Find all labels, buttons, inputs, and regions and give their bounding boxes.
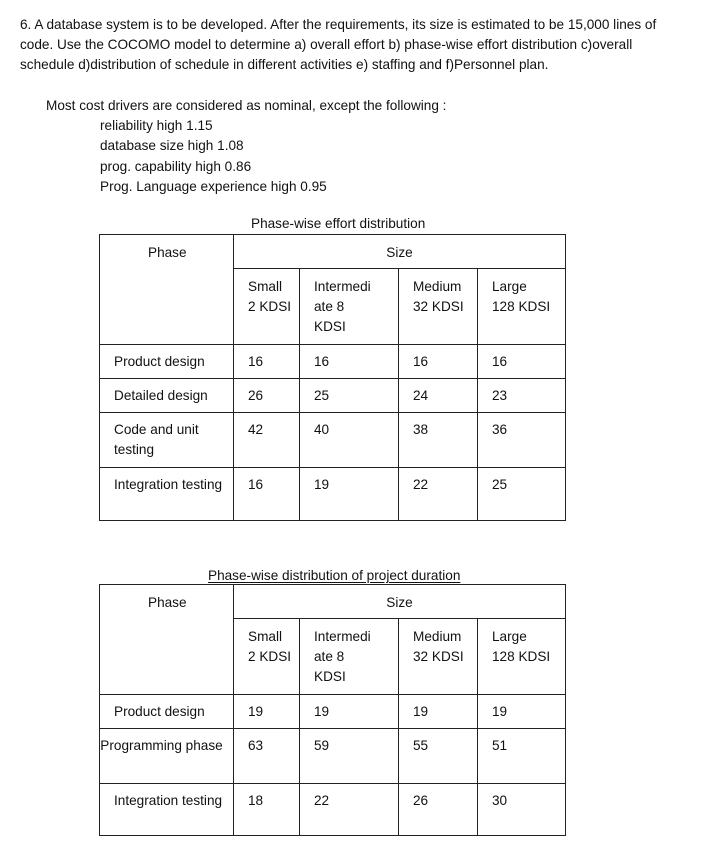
question-text: 6. A database system is to be developed. After the requirements, its size is estimated to be 15,000 lines of code. Use the COCOMO model to determine a) overall effort b) phase-wise effort distribution c)overall schedule d)distribution of schedule in different activities e) staffing and f)Personnel plan. [20, 17, 657, 72]
cost-driver-item: database size high 1.08 [100, 138, 244, 154]
effort-table-caption: Phase-wise effort distribution [251, 216, 426, 231]
value-cell: 51 [478, 729, 566, 784]
cost-driver-item: reliability high 1.15 [100, 118, 213, 133]
phase-cell: Integration testing [100, 468, 234, 521]
size-column-intermediate: Intermedi ate 8 KDSI [300, 619, 399, 695]
value-cell: 24 [399, 379, 478, 413]
value-cell: 16 [399, 345, 478, 379]
value-cell: 22 [399, 468, 478, 521]
value-cell: 25 [478, 468, 566, 521]
value-cell: 23 [478, 379, 566, 413]
table-row [100, 695, 566, 729]
value-cell: 19 [300, 695, 399, 729]
cost-driver-list [100, 116, 327, 198]
effort-distribution-table [99, 234, 566, 521]
phase-cell: Integration testing [100, 784, 234, 836]
table-header-row [100, 235, 566, 269]
phase-cell: Product design [100, 695, 234, 729]
size-column-large: Large 128 KDSI [478, 619, 566, 695]
value-cell: 30 [478, 784, 566, 836]
value-cell: 40 [300, 413, 399, 468]
size-column-intermediate: Intermedi ate 8 KDSI [300, 269, 399, 345]
value-cell: 38 [399, 413, 478, 468]
value-cell: 42 [234, 413, 300, 468]
duration-table-caption: Phase-wise distribution of project duration [208, 568, 461, 583]
value-cell: 55 [399, 729, 478, 784]
phase-cell: Programming phase [100, 729, 234, 784]
cost-driver-item: Prog. Language experience high 0.95 [100, 179, 327, 195]
value-cell: 19 [478, 695, 566, 729]
value-cell: 25 [300, 379, 399, 413]
phase-header: Phase [100, 235, 234, 345]
cost-driver-item: prog. capability high 0.86 [100, 158, 252, 174]
cost-driver-intro: Most cost drivers are considered as nominal, except the following : [46, 98, 447, 113]
value-cell: 36 [478, 413, 566, 468]
value-cell: 59 [300, 729, 399, 784]
table-row [100, 729, 566, 784]
duration-distribution-table [99, 584, 566, 836]
value-cell: 26 [399, 784, 478, 836]
phase-header: Phase [100, 585, 234, 695]
phase-cell: Detailed design [100, 379, 234, 413]
table-row [100, 468, 566, 521]
table-row [100, 345, 566, 379]
value-cell: 16 [300, 345, 399, 379]
size-header: Size [234, 585, 566, 619]
value-cell: 19 [234, 695, 300, 729]
size-column-medium: Medium 32 KDSI [399, 619, 478, 695]
size-header: Size [234, 235, 566, 269]
value-cell: 22 [300, 784, 399, 836]
size-column-medium: Medium 32 KDSI [399, 269, 478, 345]
value-cell: 16 [234, 468, 300, 521]
phase-cell: Code and unit testing [100, 413, 234, 468]
table-row [100, 379, 566, 413]
table-header-row [100, 585, 566, 619]
size-column-small: Small 2 KDSI [234, 269, 300, 345]
size-column-large: Large 128 KDSI [478, 269, 566, 345]
table-row [100, 784, 566, 836]
value-cell: 26 [234, 379, 300, 413]
value-cell: 18 [234, 784, 300, 836]
phase-cell: Product design [100, 345, 234, 379]
value-cell: 63 [234, 729, 300, 784]
size-column-small: Small 2 KDSI [234, 619, 300, 695]
table-row [100, 413, 566, 468]
value-cell: 16 [478, 345, 566, 379]
value-cell: 19 [399, 695, 478, 729]
value-cell: 16 [234, 345, 300, 379]
value-cell: 19 [300, 468, 399, 521]
